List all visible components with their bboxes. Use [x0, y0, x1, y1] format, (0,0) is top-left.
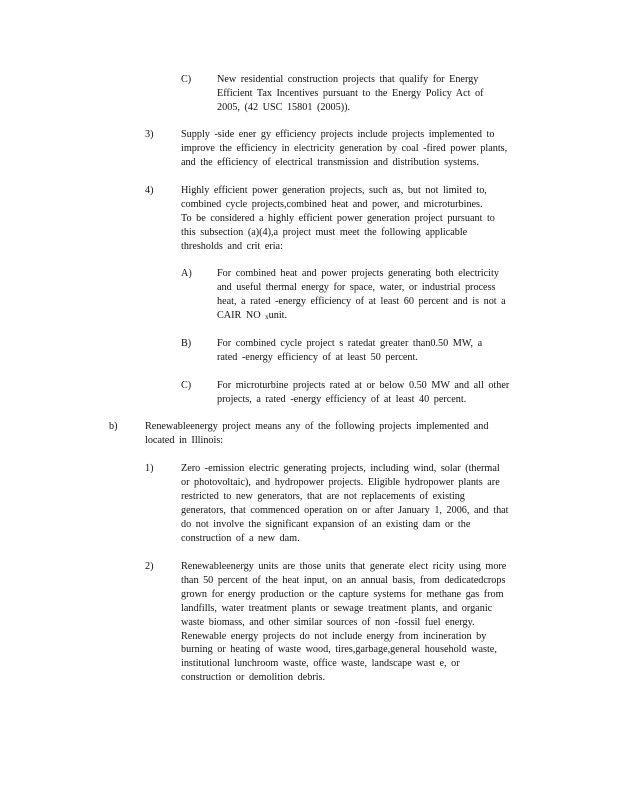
- text-line: this subsection (a)(4),a project must meet the following applicable: [181, 226, 468, 238]
- text-line: New residential construction projects that qualify for Energy: [217, 74, 479, 85]
- text-line: grown for energy production or the capture systems for methane gas from: [181, 588, 504, 600]
- item-text: [181, 184, 536, 254]
- text-line: and the efficiency of electrical transmission and distribution systems.: [181, 156, 479, 168]
- item-text: [217, 379, 537, 407]
- text-line: Renewableenergy project means any of the following projects implemented and: [145, 421, 489, 432]
- text-line: institutional lunchroom waste, office waste, landscape wast e, or: [181, 658, 460, 670]
- item-label: A): [181, 268, 192, 279]
- text-line: For microturbine projects rated at or below 0.50 MW and all other: [217, 380, 510, 391]
- text-line: combined cycle projects,combined heat and power, and microturbines.: [181, 198, 483, 210]
- item-text: [217, 337, 517, 365]
- text-line: heat, a rated -energy efficiency of at least 60 percent and is not a: [217, 295, 506, 307]
- text-line: landfills, water treatment plants or sewage treatment plants, and organic: [181, 602, 493, 614]
- item-label: b): [109, 421, 118, 432]
- text-line: Zero -emission electric generating projects, including wind, solar (thermal: [181, 463, 500, 474]
- text-line: 2005, (42 USC 15801 (2005)).: [217, 101, 351, 113]
- item-label: 1): [145, 463, 154, 474]
- item-label: 2): [145, 561, 154, 572]
- text-line: than 50 percent of the heat input, on an annual basis, from dedicatedcrops: [181, 574, 506, 586]
- item-text: [217, 267, 532, 325]
- text-line: For combined heat and power projects generating both electricity: [217, 268, 499, 279]
- item-text: [217, 73, 517, 115]
- text-line: Supply -side ener gy efficiency projects include projects implemented to: [181, 129, 495, 140]
- item-text: [145, 420, 535, 448]
- text-line: generators, that commenced operation on or after January 1, 2006, and that: [181, 504, 509, 516]
- text-line: rated -energy efficiency of at least 50 percent.: [217, 351, 418, 363]
- text-line: Efficient Tax Incentives pursuant to the Energy Policy Act of: [217, 87, 484, 99]
- text-line: Highly efficient power generation projects, such as, but not limited to,: [181, 185, 487, 196]
- text-line: or photovoltaic), and hydropower projects. Eligible hydropower plants are: [181, 476, 500, 488]
- text-line: To be considered a highly efficient power generation project pursuant to: [181, 212, 495, 224]
- text-line: thresholds and crit eria:: [181, 240, 283, 252]
- item-label: C): [181, 74, 192, 85]
- item-label: B): [181, 338, 192, 349]
- item-text: [181, 462, 543, 545]
- item-label: 4): [145, 185, 154, 196]
- text-line: construction or demolition debris.: [181, 672, 326, 684]
- nox-subscript: x: [265, 312, 269, 321]
- text-line: Renewableenergy units are those units that generate elect ricity using more: [181, 561, 507, 572]
- text-line: Renewable energy projects do not include energy from incineration by: [181, 630, 487, 642]
- item-text: [181, 128, 541, 170]
- text-line: and useful thermal energy for space, water, or industrial process: [217, 281, 496, 293]
- text-line: projects, a rated -energy efficiency of at least 40 percent.: [217, 393, 467, 405]
- text-line: burning or heating of waste wood, tires,garbage,general household waste,: [181, 644, 497, 656]
- text-line: do not involve the significant expansion of an existing dam or the: [181, 518, 471, 530]
- item-text: [181, 560, 543, 685]
- text-line: waste biomass, and other similar sources of non -fossil fuel energy.: [181, 616, 475, 628]
- item-label: C): [181, 380, 192, 391]
- text-line: For combined cycle project s ratedat greater than0.50 MW, a: [217, 338, 483, 349]
- unit-text: unit.: [268, 309, 288, 321]
- text-line: construction of a new dam.: [181, 532, 300, 544]
- text-line: restricted to new generators, that are not replacements of existing: [181, 490, 465, 502]
- text-line: [217, 309, 532, 325]
- cair-nox-text: CAIR NO: [217, 309, 261, 321]
- text-line: improve the efficiency in electricity generation by coal -fired power plants,: [181, 142, 508, 154]
- item-label: 3): [145, 129, 154, 140]
- text-line: located in Illinois:: [145, 434, 224, 446]
